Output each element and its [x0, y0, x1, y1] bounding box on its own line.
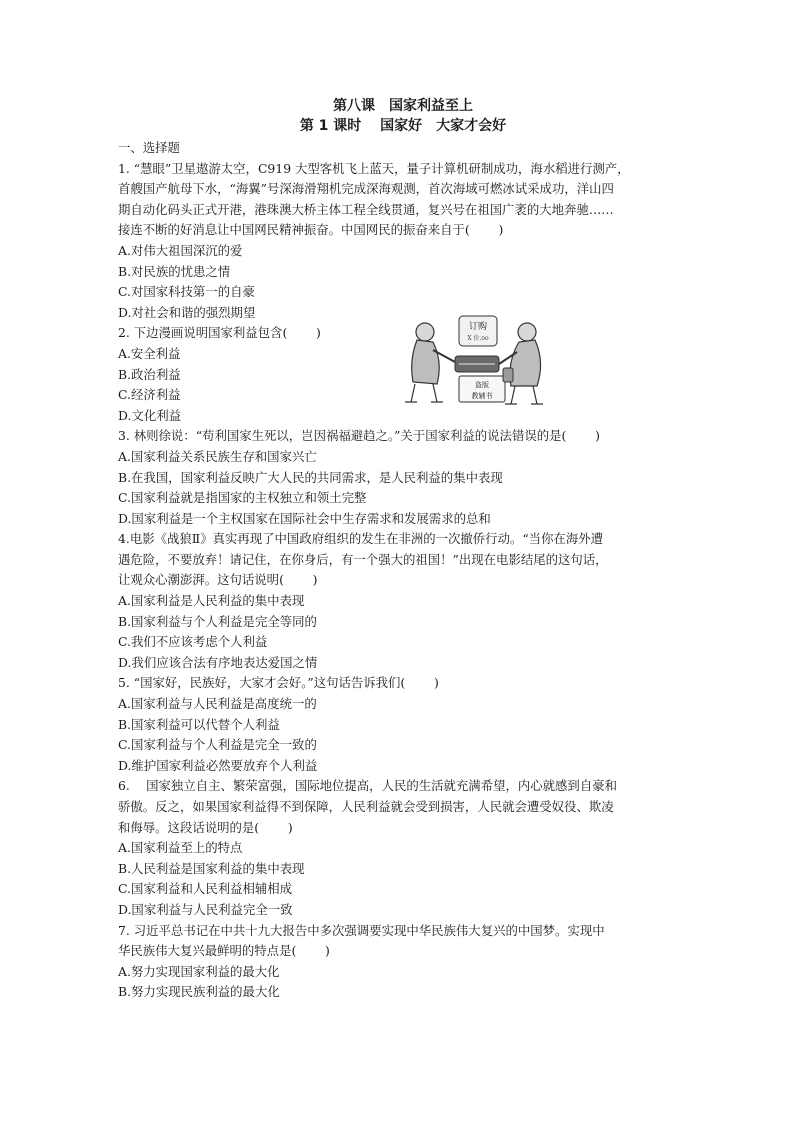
- question-3: [118, 426, 688, 529]
- option-d: D.维护国家利益必然要放弃个人利益: [118, 757, 318, 773]
- option-a: A.安全利益: [118, 345, 181, 361]
- question-stem-line: 4.电影《战狼Ⅱ》真实再现了中国政府组织的发生在非洲的一次撤侨行动。“当你在海外遭: [118, 531, 604, 547]
- order-sign-text: 订购: [468, 322, 488, 332]
- question-stem-line: 3. 林则徐说：“苟利国家生死以，岂因祸福避趋之。”关于国家利益的说法错误的是( ): [118, 428, 600, 444]
- option-a: A.努力实现国家利益的最大化: [118, 963, 280, 979]
- option-b: B.在我国，国家利益反映广大人民的共同需求，是人民利益的集中表现: [118, 469, 503, 485]
- option-d: D.国家利益是一个主权国家在国际社会中生存需求和发展需求的总和: [118, 510, 491, 526]
- option-b: B.对民族的忧患之情: [118, 263, 231, 279]
- document-page: [118, 96, 688, 1003]
- option-d: D.国家利益与人民利益完全一致: [118, 901, 293, 917]
- option-b: B.政治利益: [118, 366, 181, 382]
- option-c: C.我们不应该考虑个人利益: [118, 634, 268, 650]
- option-a: A.国家利益至上的特点: [118, 840, 243, 856]
- question-stem-line: 让观众心潮澎湃。这句话说明( ): [118, 572, 318, 588]
- section-heading: 一、选择题: [118, 140, 180, 155]
- option-a: A.对伟大祖国深沉的爱: [118, 242, 243, 258]
- question-6: [118, 776, 688, 920]
- cartoon-illustration: [403, 310, 551, 410]
- option-c: C.国家利益就是指国家的主权独立和领土完整: [118, 490, 367, 506]
- pirated-book-stack: [459, 376, 505, 402]
- option-d: D.我们应该合法有序地表达爱国之情: [118, 654, 318, 670]
- question-stem-line: 接连不断的好消息让中国网民精神振奋。中国网民的振奋来自于( ): [118, 222, 504, 238]
- question-5: [118, 673, 688, 776]
- option-c: C.国家利益与个人利益是完全一致的: [118, 737, 317, 753]
- option-c: C.对国家科技第一的自豪: [118, 284, 255, 300]
- option-c: C.经济利益: [118, 387, 181, 403]
- question-7: [118, 921, 688, 1003]
- right-figure: [499, 323, 543, 404]
- question-stem-line: 首艘国产航母下水，“海翼”号深海滑翔机完成深海观测，首次海域可燃冰试采成功，洋山四: [118, 181, 614, 197]
- option-d: D.文化利益: [118, 407, 181, 423]
- question-stem-line: 期自动化码头正式开港，港珠澳大桥主体工程全线贯通，复兴号在祖国广袤的大地奔驰……: [118, 201, 614, 217]
- question-4: [118, 529, 688, 673]
- question-stem-line: 骄傲。反之，如果国家利益得不到保障，人民利益就会受到损害，人民就会遭受奴役、欺凌: [118, 799, 614, 814]
- option-a: A.国家利益是人民利益的集中表现: [118, 593, 305, 609]
- option-a: A.国家利益关系民族生存和国家兴亡: [118, 448, 317, 464]
- option-d: D.对社会和谐的强烈期望: [118, 304, 256, 320]
- bottle-icon: [503, 368, 513, 382]
- question-stem-line: 5. “国家好，民族好，大家才会好。”这句话告诉我们( ): [118, 675, 439, 691]
- option-a: A.国家利益与人民利益是高度统一的: [118, 696, 317, 712]
- option-b: B.国家利益与个人利益是完全等同的: [118, 613, 317, 629]
- money-bundle: [455, 356, 499, 372]
- book-label-2: 教辅书: [471, 392, 493, 400]
- option-b: B.努力实现民族利益的最大化: [118, 984, 280, 1000]
- question-stem-line: 和侮辱。这段话说明的是( ): [118, 819, 293, 835]
- order-sign-subtext: X 价.oo: [467, 335, 489, 342]
- question-stem-line: 2. 下边漫画说明国家利益包含( ): [118, 325, 321, 341]
- question-stem-line: 华民族伟大复兴最鲜明的特点是( ): [118, 943, 330, 959]
- option-b: B.人民利益是国家利益的集中表现: [118, 860, 305, 876]
- order-sign: [459, 316, 497, 346]
- question-stem-line: 遇危险，不要放弃！请记住，在你身后，有一个强大的祖国！”出现在电影结尾的这句话，: [118, 551, 608, 567]
- book-label-1: 盗版: [475, 381, 489, 389]
- lesson-title: 第八课 国家利益至上: [333, 98, 473, 114]
- option-b: B.国家利益可以代替个人利益: [118, 716, 280, 732]
- question-stem-line: 6. 国家独立自主、繁荣富强，国际地位提高，人民的生活就充满希望，内心就感到自豪和: [118, 778, 617, 794]
- question-stem-line: 7. 习近平总书记在中共十九大报告中多次强调要实现中华民族伟大复兴的中国梦。实现中: [118, 922, 605, 938]
- lesson-subtitle: 第 1 课时 国家好 大家才会好: [299, 118, 507, 134]
- question-stem-line: 1. “慧眼”卫星遨游太空，C919 大型客机飞上蓝天，量子计算机研制成功，海水稻进行测产，: [118, 160, 630, 176]
- question-1: [118, 159, 688, 324]
- left-figure: [405, 323, 455, 402]
- option-c: C.国家利益和人民利益相辅相成: [118, 881, 293, 897]
